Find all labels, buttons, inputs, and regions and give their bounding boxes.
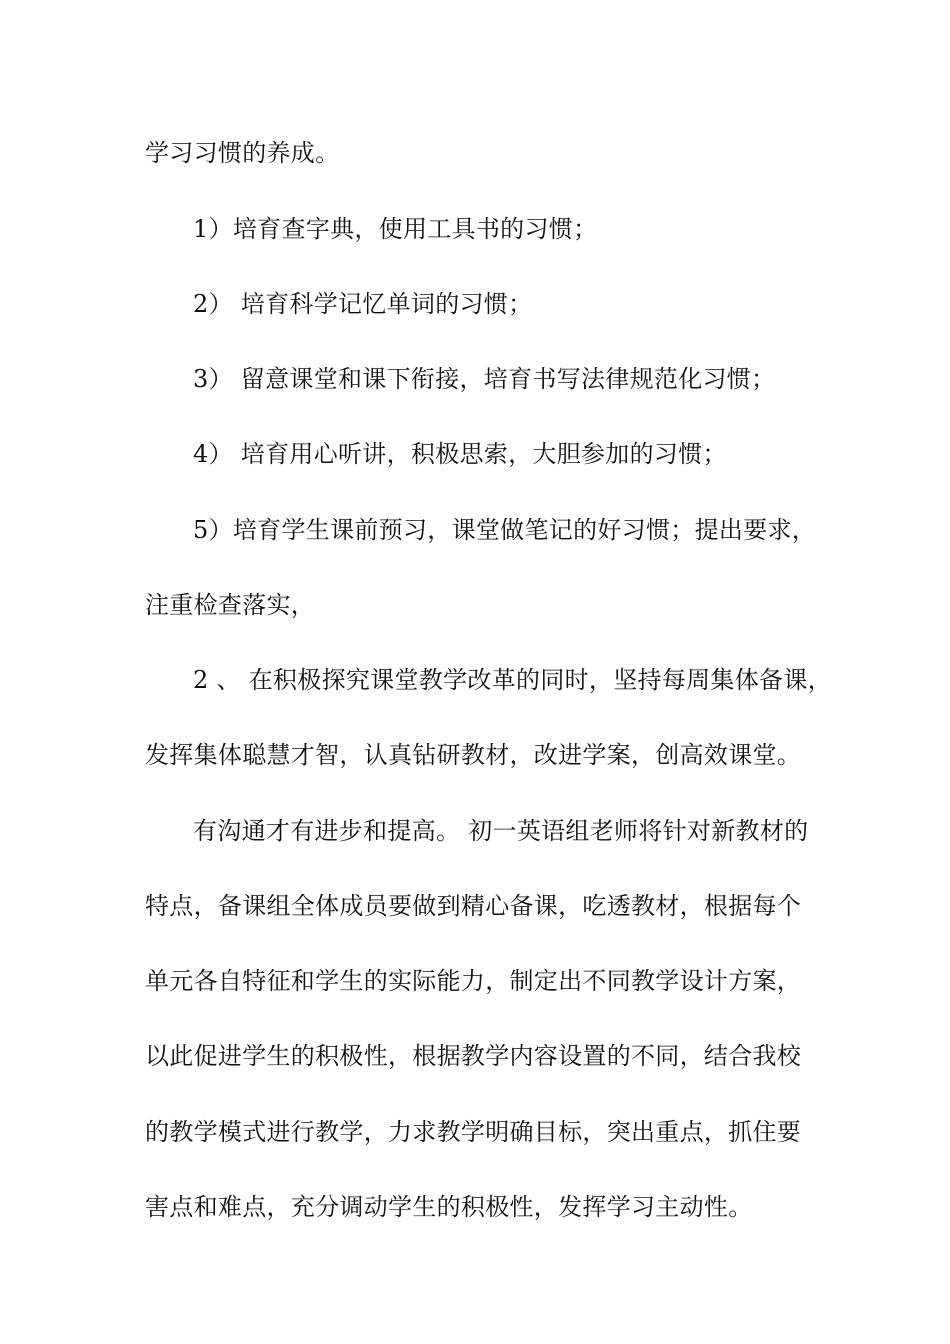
text-line-4: 3） 留意课堂和课下衔接，培育书写法律规范化习惯； bbox=[193, 365, 776, 393]
text-line-8: 2 、 在积极探究课堂教学改革的同时，坚持每周集体备课， bbox=[193, 666, 832, 694]
text-line-3: 2） 培育科学记忆单词的习惯； bbox=[193, 290, 533, 318]
text-line-9: 发挥集体聪慧才智，认真钻研教材，改进学案，创高效课堂。 bbox=[145, 741, 802, 769]
text-line-6: 5）培育学生课前预习，课堂做笔记的好习惯；提出要求， bbox=[193, 516, 817, 544]
text-line-12: 单元各自特征和学生的实际能力，制定出不同教学设计方案， bbox=[145, 967, 802, 995]
text-line-15: 害点和难点，充分调动学生的积极性，发挥学习主动性。 bbox=[145, 1193, 753, 1221]
text-line-11: 特点，备课组全体成员要做到精心备课，吃透教材，根据每个 bbox=[145, 892, 802, 920]
text-line-2: 1）培育查字典，使用工具书的习惯； bbox=[193, 215, 598, 243]
text-line-5: 4） 培育用心听讲，积极思索，大胆参加的习惯； bbox=[193, 440, 727, 468]
text-line-7: 注重检查落实， bbox=[145, 591, 316, 619]
text-line-10: 有沟通才有进步和提高。 初一英语组老师将针对新教材的 bbox=[193, 817, 809, 845]
text-line-13: 以此促进学生的积极性，根据教学内容设置的不同，结合我校 bbox=[145, 1042, 802, 1070]
text-line-14: 的教学模式进行教学，力求教学明确目标，突出重点，抓住要 bbox=[145, 1118, 802, 1146]
text-line-1: 学习习惯的养成。 bbox=[145, 139, 340, 167]
